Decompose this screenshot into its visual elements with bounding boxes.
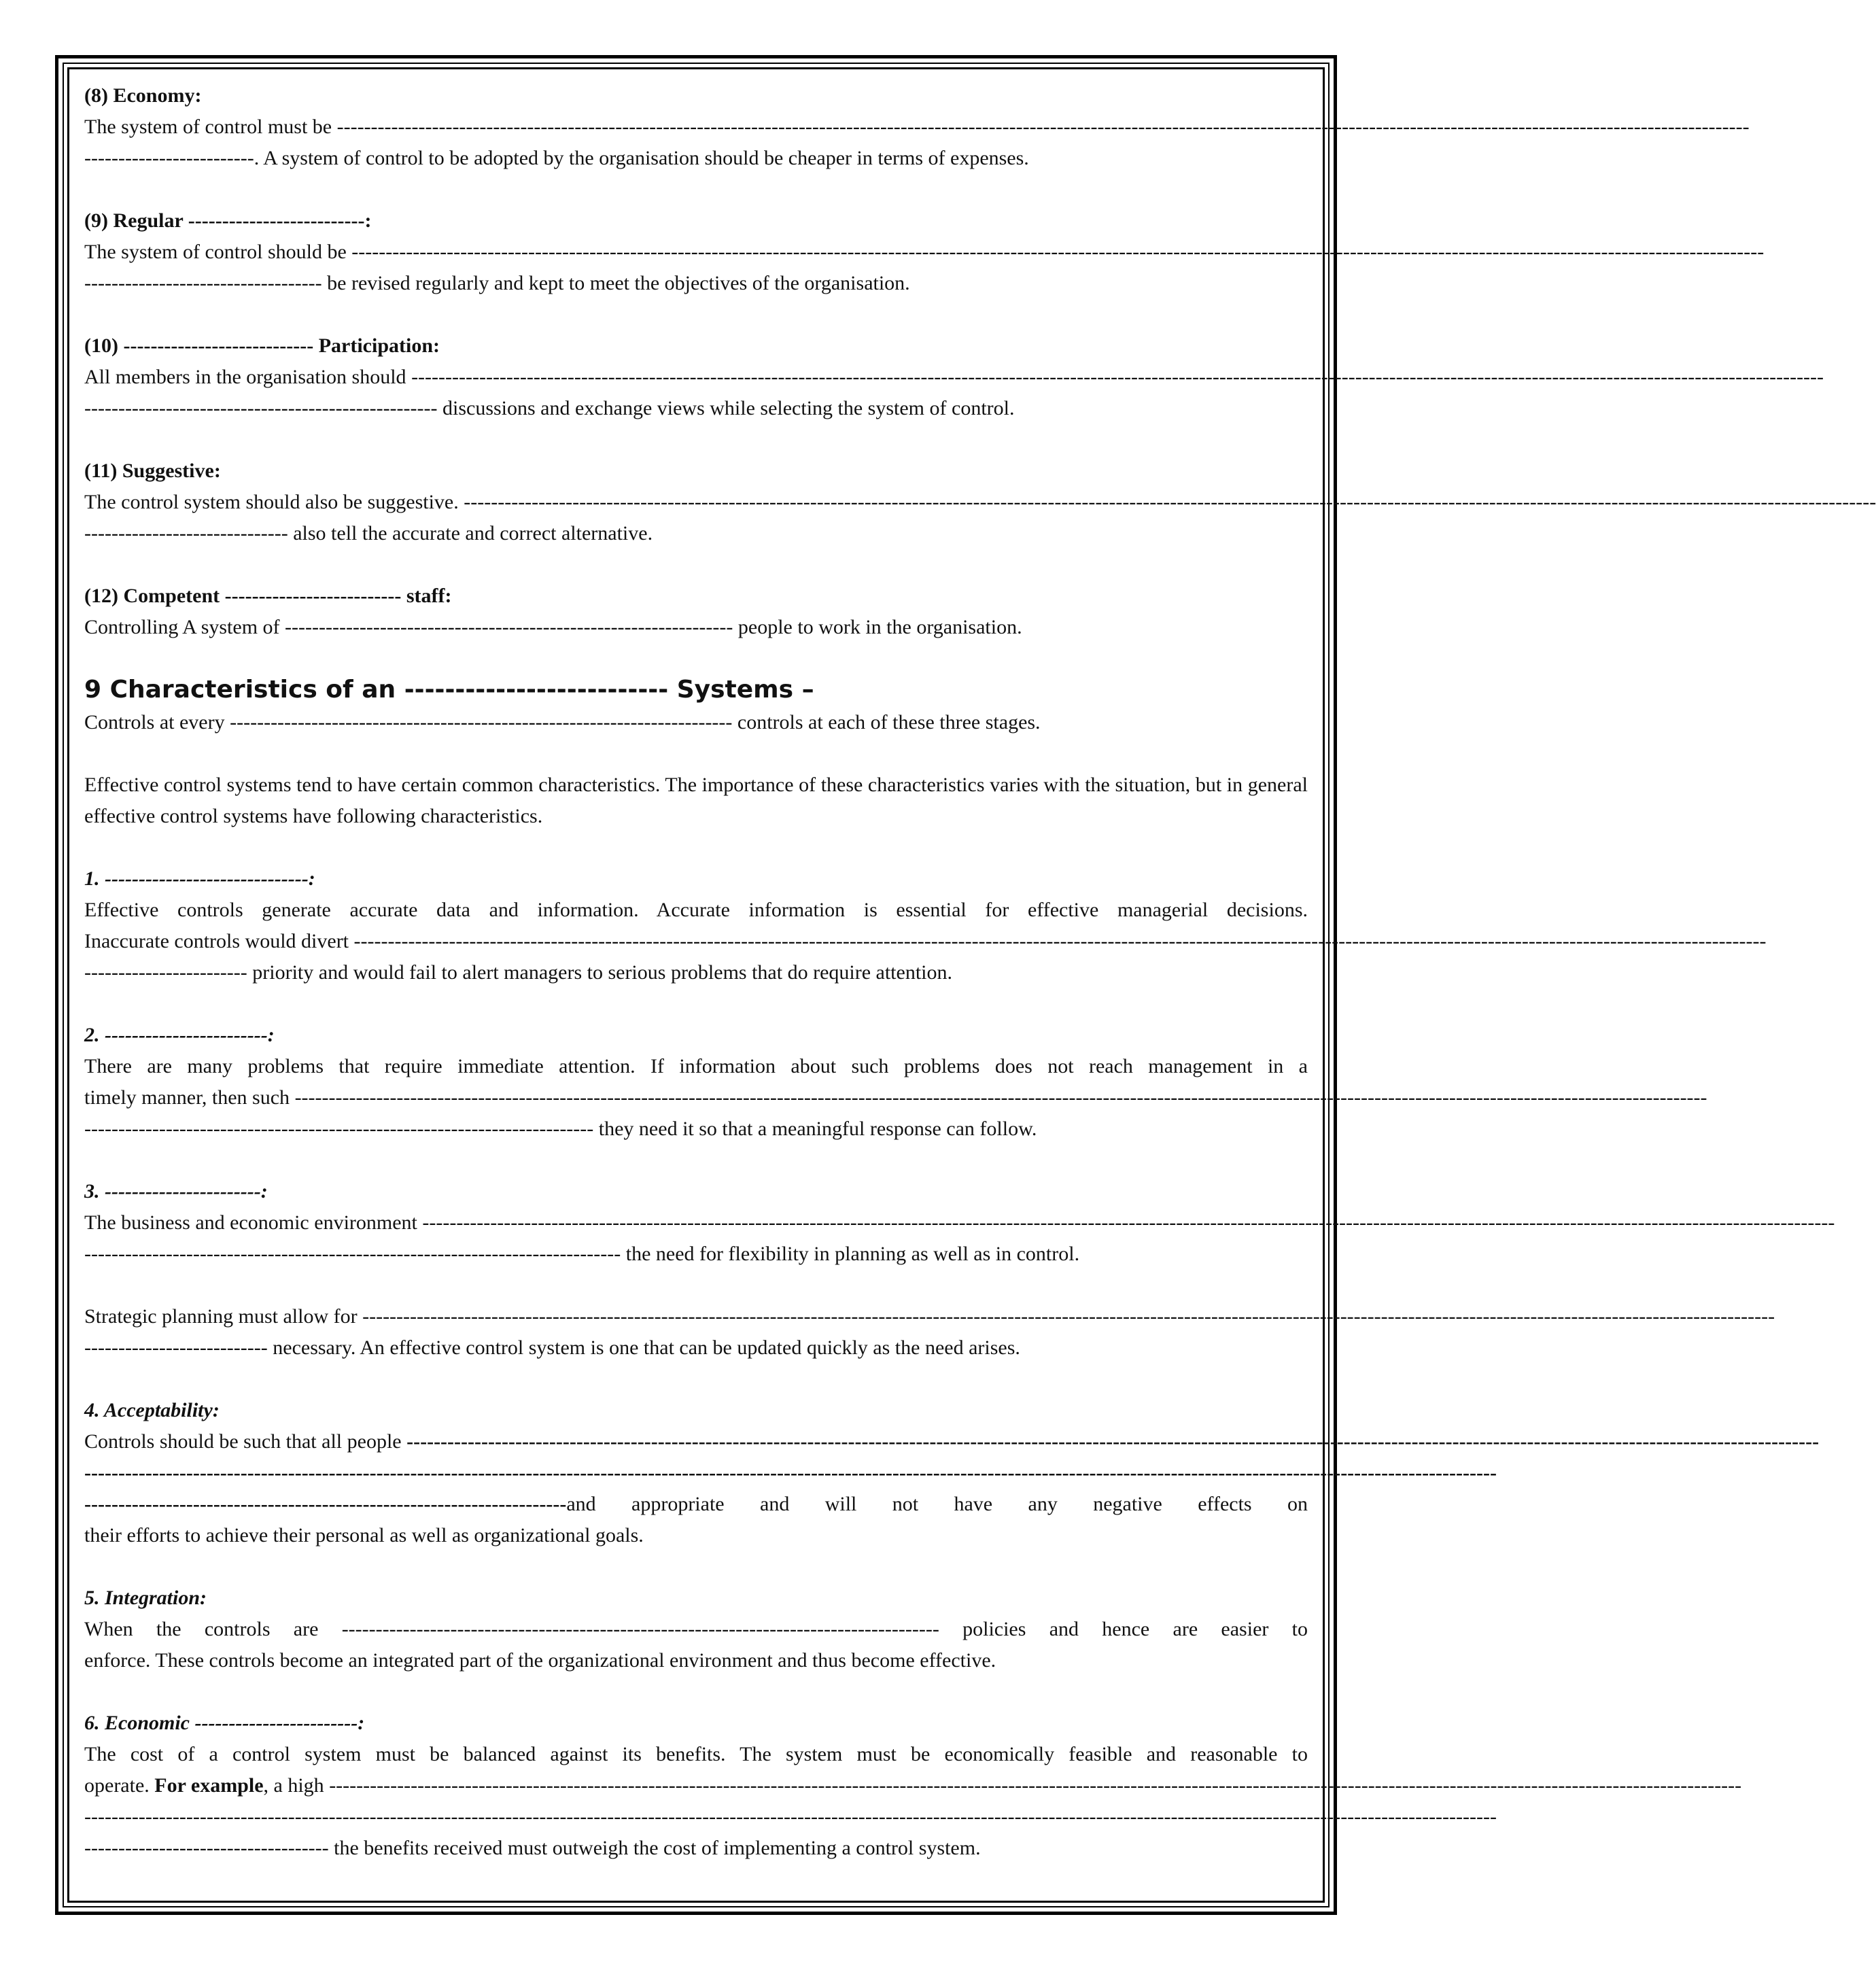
- blank-dash: ----------------------------------------------------------------------------------------------------------------------------------------------------------------------------------------------------------------: [351, 241, 1765, 263]
- text-line: [84, 487, 1876, 518]
- text-line: [84, 707, 1308, 738]
- paragraph-text: Effective control systems tend to have certain common characteristics. The importance of these characteristics varies with the situation, but in general effective control systems have following characteristics.: [84, 774, 1308, 827]
- text-span: and appropriate and will not have any negative effects on: [566, 1493, 1308, 1515]
- section-heading: 2. ------------------------:: [84, 1024, 275, 1046]
- text-span: , a high: [263, 1774, 324, 1797]
- text-span: people to work in the organisation.: [733, 616, 1022, 638]
- text-span: Controlling A system of: [84, 616, 280, 638]
- text-line: [84, 393, 1308, 424]
- blank-dash: ----------------------------------------------------------------------------------------------------------------------------------------------------------------------------------------------------------------: [464, 491, 1876, 513]
- blank-dash: ----------------------------------------------------------------------------------------------------------------------------------------------------------------------------------------------------------------: [84, 1805, 1497, 1828]
- text-line: [84, 268, 1308, 299]
- text-span: discussions and exchange views while selecting the system of control.: [437, 397, 1015, 419]
- blank-dash: -----------------------------------: [84, 272, 322, 294]
- text-line: [84, 518, 1308, 549]
- text-span: be revised regularly and kept to meet the objectives of the organisation.: [322, 272, 910, 294]
- intro-paragraph: [84, 770, 1308, 832]
- blank-dash: ----------------------------------------------------------------------------------------------------------------------------------------------------------------------------------------------------------------: [362, 1305, 1775, 1328]
- section-heading: 6. Economic ------------------------:: [84, 1712, 365, 1734]
- text-line: [84, 1770, 1742, 1801]
- text-span: When the controls are: [84, 1618, 319, 1640]
- text-line: enforce. These controls become an integrated part of the organizational environment and thus become effective.: [84, 1649, 996, 1672]
- blank-dash: ---------------------------: [84, 1336, 268, 1359]
- text-span: timely manner, then such: [84, 1086, 290, 1109]
- section-economy: [84, 80, 1750, 174]
- text-line: The cost of a control system must be balanced against its benefits. The system must be economically feasible and reasonable to: [84, 1743, 1308, 1765]
- text-line: [84, 957, 1308, 988]
- blank-dash: ----------------------------------------------------------------------------------------------------------------------------------------------------------------------------------------------------------------: [406, 1430, 1820, 1453]
- text-span-bold: For example: [154, 1774, 264, 1797]
- section-heading: (11) Suggestive:: [84, 460, 221, 482]
- characteristic-2: [84, 1020, 1707, 1145]
- blank-dash: -------------------------: [84, 147, 254, 169]
- section-heading: 3. -----------------------:: [84, 1180, 268, 1203]
- blank-dash: ----------------------------------------------------------------------------------------------------------------------------------------------------------------------------------------------------------------: [329, 1774, 1742, 1797]
- section-regular: [84, 205, 1765, 299]
- text-span: Strategic planning must allow for: [84, 1305, 358, 1328]
- characteristic-6-economic: [84, 1708, 1742, 1864]
- text-line: [84, 612, 1308, 643]
- text-span: The business and economic environment: [84, 1211, 417, 1234]
- text-span: All members in the organisation should: [84, 366, 406, 388]
- section-characteristics: [84, 673, 1308, 738]
- blank-dash: ---------------------------------------------------------------------------: [84, 1118, 594, 1140]
- text-line: [84, 1239, 1308, 1270]
- text-line: [84, 1614, 1308, 1645]
- text-line: [84, 111, 1750, 143]
- text-span: Inaccurate controls would divert: [84, 930, 349, 952]
- text-span: The system of control should be: [84, 241, 347, 263]
- text-line: [84, 1082, 1707, 1113]
- blank-dash: -----------------------------------------------------------------------: [84, 1493, 567, 1515]
- blank-dash: ----------------------------------------------------------------------------------------------------------------------------------------------------------------------------------------------------------------: [411, 366, 1824, 388]
- characteristic-3-strategic: [84, 1301, 1775, 1364]
- text-line: [84, 237, 1765, 268]
- text-line: [84, 1301, 1775, 1332]
- text-line: [84, 1332, 1308, 1364]
- text-span: the benefits received must outweigh the cost of implementing a control system.: [328, 1837, 981, 1859]
- text-span: policies and hence are easier to: [939, 1618, 1308, 1640]
- characteristic-4-acceptability: [84, 1395, 1820, 1551]
- text-line: [84, 143, 1308, 174]
- blank-dash: ----------------------------------------------------------------------------------------------------------------------------------------------------------------------------------------------------------------: [422, 1211, 1835, 1234]
- blank-dash: ----------------------------------------------------------------------------------------------------------------------------------------------------------------------------------------------------------------: [336, 116, 1750, 138]
- characteristic-3: [84, 1176, 1835, 1270]
- text-span: The control system should also be suggestive.: [84, 491, 459, 513]
- text-line: [84, 1426, 1820, 1457]
- text-span: necessary. An effective control system is one that can be updated quickly as the need arises.: [267, 1336, 1020, 1359]
- text-line: their efforts to achieve their personal as well as organizational goals.: [84, 1524, 644, 1546]
- text-span: . A system of control to be adopted by the organisation should be cheaper in terms of expenses.: [254, 147, 1029, 169]
- document-body: [84, 80, 1876, 1864]
- section-suggestive: [84, 455, 1876, 549]
- text-line: There are many problems that require immediate attention. If information about such problems does not reach management in a: [84, 1055, 1308, 1077]
- section-heading: 1. ------------------------------:: [84, 867, 315, 890]
- section-competent-staff: [84, 581, 1308, 643]
- characteristic-1: [84, 863, 1767, 988]
- blank-dash: ------------------------------: [84, 522, 288, 545]
- text-span: Controls should be such that all people: [84, 1430, 402, 1453]
- text-line: [84, 1457, 1497, 1489]
- blank-dash: ------------------------------------------------------------------: [285, 616, 733, 638]
- text-span: priority and would fail to alert managers to serious problems that do require attention.: [247, 961, 952, 984]
- blank-dash: ----------------------------------------------------------------------------------------: [341, 1618, 939, 1640]
- text-line: [84, 1801, 1497, 1833]
- section-heading: 5. Integration:: [84, 1587, 207, 1609]
- text-span: operate.: [84, 1774, 155, 1797]
- blank-dash: -------------------------------------------------------------------------------: [84, 1243, 621, 1265]
- page-title: 9 Characteristics of an -------------------------- Systems –: [84, 676, 814, 704]
- section-heading: 4. Acceptability:: [84, 1399, 220, 1421]
- blank-dash: --------------------------------------------------------------------------: [230, 711, 733, 733]
- section-heading: (12) Competent -------------------------- staff:: [84, 585, 452, 607]
- text-span: also tell the accurate and correct alternative.: [288, 522, 653, 545]
- text-span: the need for flexibility in planning as well as in control.: [621, 1243, 1080, 1265]
- text-span: The system of control must be: [84, 116, 332, 138]
- text-line: [84, 1489, 1308, 1520]
- text-span: they need it so that a meaningful response can follow.: [593, 1118, 1037, 1140]
- blank-dash: ------------------------: [84, 961, 247, 984]
- text-line: [84, 362, 1824, 393]
- characteristic-5-integration: [84, 1583, 1308, 1676]
- blank-dash: ----------------------------------------------------: [84, 397, 438, 419]
- text-span: controls at each of these three stages.: [732, 711, 1041, 733]
- text-line: [84, 1833, 1308, 1864]
- text-line: Effective controls generate accurate data and information. Accurate information is essential for effective managerial decisions.: [84, 899, 1308, 921]
- text-line: [84, 926, 1767, 957]
- text-line: [84, 1207, 1835, 1239]
- blank-dash: ----------------------------------------------------------------------------------------------------------------------------------------------------------------------------------------------------------------: [353, 930, 1767, 952]
- text-span: Controls at every: [84, 711, 225, 733]
- section-heading: (10) ---------------------------- Participation:: [84, 334, 440, 357]
- section-heading: (9) Regular --------------------------:: [84, 209, 372, 232]
- section-participation: [84, 330, 1824, 424]
- blank-dash: ----------------------------------------------------------------------------------------------------------------------------------------------------------------------------------------------------------------: [294, 1086, 1707, 1109]
- text-line: [84, 1113, 1308, 1145]
- section-heading: (8) Economy:: [84, 84, 202, 107]
- blank-dash: ----------------------------------------------------------------------------------------------------------------------------------------------------------------------------------------------------------------: [84, 1462, 1497, 1484]
- blank-dash: ------------------------------------: [84, 1837, 329, 1859]
